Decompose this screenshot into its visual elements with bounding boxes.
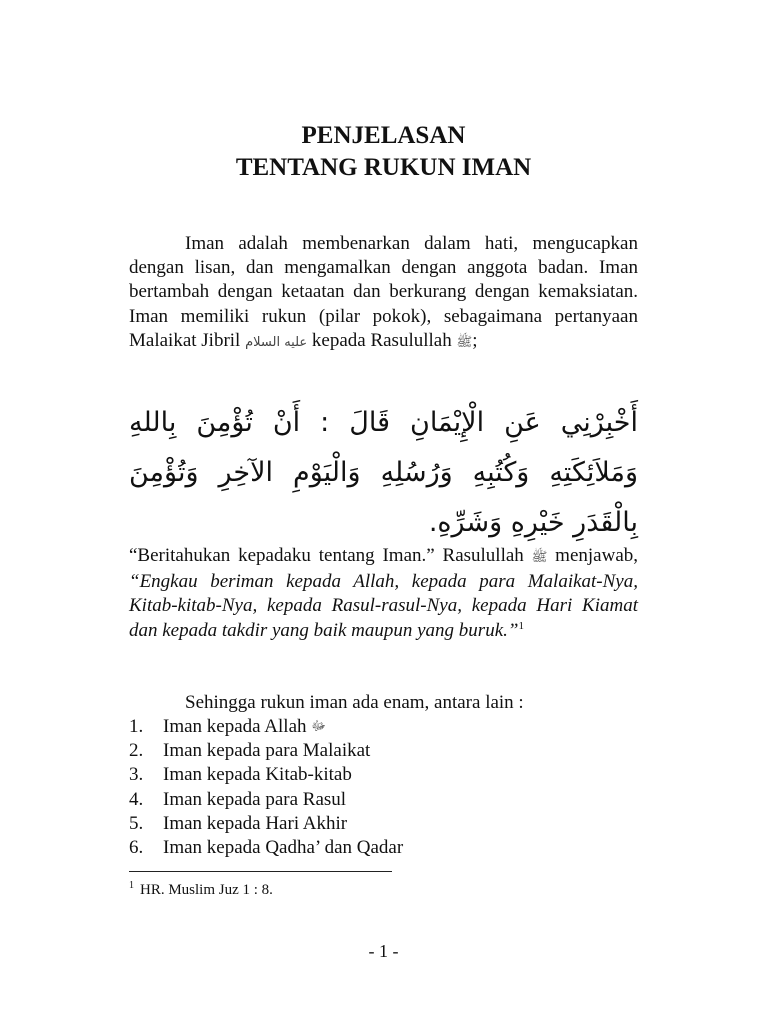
intro-paragraph — [129, 232, 638, 355]
honorific-prophet-icon: ﷺ — [531, 550, 548, 565]
footnote-text: HR. Muslim Juz 1 : 8. — [140, 882, 273, 898]
list-intro: Sehingga rukun iman ada enam, antara lain : — [185, 692, 524, 713]
list-item — [129, 763, 403, 787]
list-item — [129, 715, 403, 739]
list-text: Iman kepada Allah — [163, 716, 307, 737]
honorific-jibril-icon: عليه السلام — [245, 334, 308, 350]
rukun-iman-list — [129, 715, 403, 860]
honorific-prophet-icon: ﷺ — [456, 334, 473, 350]
page-number: - 1 - — [368, 941, 399, 961]
footnote — [129, 880, 273, 900]
title-line-2: TENTANG RUKUN IMAN — [235, 154, 532, 181]
footnote-divider — [129, 871, 392, 872]
translation-part1: “Beritahukan kepadaku tentang Iman.” Rasulullah — [129, 545, 524, 566]
translation-quote: “Engkau beriman kepada Allah, kepada para Malaikat-Nya, Kitab-kitab-Nya, kepada Rasul-rasul-Nya, kepada Hari Kiamat dan kepada takdir yang baik maupun yang buruk.” — [129, 571, 638, 641]
list-item — [129, 739, 403, 763]
list-item — [129, 788, 403, 812]
list-text: Iman kepada Qadha’ dan Qadar — [163, 837, 404, 859]
list-text: Iman kepada para Malaikat — [163, 740, 371, 762]
list-text: Iman kepada Hari Akhir — [163, 812, 348, 834]
list-number: 5. — [129, 812, 144, 834]
footnote-marker: 1 — [129, 880, 134, 891]
intro-text: Iman adalah membenarkan dalam hati, mengucapkan dengan lisan, dan mengamalkan dengan anggota badan. Iman bertambah dengan ketaatan dan berkurang dengan kemaksiatan. Iman memiliki rukun (pilar pokok), sebagaimana pertanyaan Malaikat Jibril — [129, 233, 638, 351]
page-title — [129, 120, 638, 184]
honorific-allah-icon: ﷻ — [311, 719, 326, 734]
list-number: 1. — [129, 716, 144, 737]
title-line-1: PENJELASAN — [301, 122, 466, 149]
arabic-hadith: أَخْبِرْنِي عَنِ الْإِيْمَانِ قَالَ : أَنْ تُؤْمِنَ بِاللهِ وَمَلاَئِكَتِهِ وَكُتُبِهِ وَرُسُلِهِ وَالْيَوْمِ الآخِرِ وَتُؤْمِنَ بِالْقَدَرِ خَيْرِهِ وَشَرِّهِ. — [129, 407, 638, 538]
intro-text-after: kepada Rasulullah — [311, 329, 452, 351]
footnote-ref[interactable]: 1 — [518, 619, 524, 632]
list-number: 6. — [129, 837, 144, 859]
hadith-translation — [129, 544, 638, 643]
list-item — [129, 836, 403, 860]
list-number: 2. — [129, 740, 144, 762]
translation-part2: menjawab, — [555, 545, 638, 566]
intro-end: ; — [472, 329, 478, 351]
list-number: 4. — [129, 788, 144, 810]
list-item — [129, 812, 403, 836]
list-text: Iman kepada Kitab-kitab — [163, 764, 352, 786]
list-text: Iman kepada para Rasul — [163, 788, 347, 810]
list-number: 3. — [129, 764, 144, 786]
